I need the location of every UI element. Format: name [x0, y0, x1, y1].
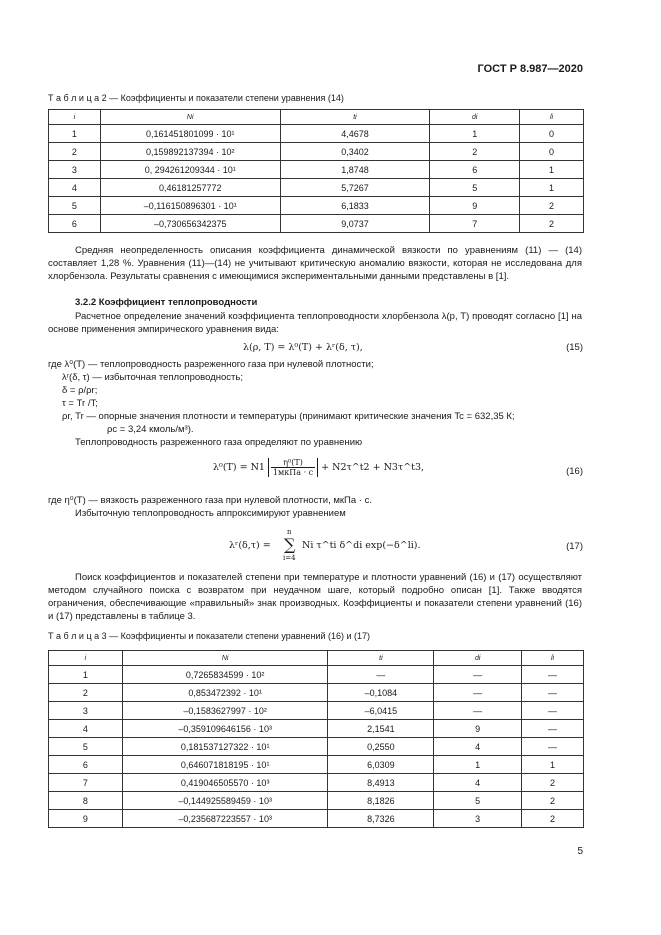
cell: 6	[430, 161, 520, 179]
cell: –0,359109646156 · 10³	[122, 720, 328, 738]
cell: 8,1826	[328, 792, 434, 810]
cell: 5	[49, 738, 123, 756]
cell: 0,7265834599 · 10²	[122, 666, 328, 684]
table-row	[49, 666, 584, 684]
cell: —	[522, 666, 584, 684]
table-row	[49, 143, 584, 161]
cell: 2	[430, 143, 520, 161]
cell: 0,159892137394 · 10²	[100, 143, 280, 161]
cell: 5	[434, 792, 522, 810]
standard-number: ГОСТ Р 8.987—2020	[477, 63, 583, 75]
cell: 6,0309	[328, 756, 434, 774]
cell: 2	[49, 684, 123, 702]
where-line-1: где λ⁰(T) — теплопроводность разреженного газа при нулевой плотности;	[48, 359, 374, 370]
sigma-icon: ∑	[284, 535, 296, 554]
cell: 7	[49, 774, 123, 792]
cell: 0	[520, 125, 584, 143]
cell: —	[522, 720, 584, 738]
cell: 9	[434, 720, 522, 738]
cell: —	[522, 684, 584, 702]
equation-17-rhs: Ni τ^ti δ^di exp(−δ^li).	[302, 540, 421, 551]
equation-16-denominator: 1мкПа · с	[272, 468, 314, 477]
cell: 1	[49, 125, 101, 143]
where-line-7: где η⁰(T) — вязкость разреженного газа при нулевой плотности, мкПа · с.	[48, 495, 372, 506]
table3-header-d: di	[434, 651, 522, 666]
equation-16-fraction	[271, 458, 315, 477]
equation-16-rhs: + N2τ^t2 + N3τ^t3,	[321, 462, 425, 473]
cell: 1,8748	[280, 161, 430, 179]
equation-17-sum-lower: i=4	[283, 554, 296, 562]
cell: 3	[49, 702, 123, 720]
cell: 2	[522, 774, 584, 792]
equation-17-sum-upper: n	[287, 528, 292, 536]
cell: 0,646071818195 · 10¹	[122, 756, 328, 774]
cell: 0,853472392 · 10¹	[122, 684, 328, 702]
paragraph-viscosity-uncertainty: Средняя неопределенность описания коэффициента динамической вязкости по уравнениям (11) — (14) составляет 1,28 %. Уравнения (11)—(14) не учитывают критическую аномалию вязкости, которая не исследована для хлорбензола. Результаты сравнения с имеющимися экспериментальными данными представлены в [1].	[48, 245, 582, 282]
table-row	[49, 792, 584, 810]
cell: 1	[430, 125, 520, 143]
cell: –0,1583627997 · 10²	[122, 702, 328, 720]
cell: 2	[522, 792, 584, 810]
cell: 5	[430, 179, 520, 197]
cell: 6	[49, 215, 101, 233]
cell: 0	[520, 143, 584, 161]
cell: —	[522, 702, 584, 720]
cell: –0,116150896301 · 10¹	[100, 197, 280, 215]
cell: 6	[49, 756, 123, 774]
table-row	[49, 215, 584, 233]
cell: –0,235687223557 · 10³	[122, 810, 328, 828]
cell: 8,7326	[328, 810, 434, 828]
equation-16-numerator: η⁰(T)	[271, 458, 315, 468]
cell: 9,0737	[280, 215, 430, 233]
cell: 0,46181257772	[100, 179, 280, 197]
cell: 2	[520, 197, 584, 215]
table2-header-i: i	[49, 110, 101, 125]
equation-16	[213, 458, 424, 477]
table-row	[49, 774, 584, 792]
table3-header-n: Ni	[122, 651, 328, 666]
where-line-5: ρr, Tr — опорные значения плотности и температуры (принимают критические значения Tc = 632,35 К;	[62, 411, 515, 422]
paragraph-thermal-conductivity: Расчетное определение значений коэффициента теплопроводности хлорбензола λ(p, T) проводят согласно [1] на основе применения эмпирического уравнения вида:	[48, 311, 582, 335]
cell: 0,2550	[328, 738, 434, 756]
table2-header-d: di	[430, 110, 520, 125]
where-line-3: δ = ρ/ρr;	[62, 385, 98, 396]
cell: 0,3402	[280, 143, 430, 161]
table-row	[49, 720, 584, 738]
equation-16-number: (16)	[566, 466, 583, 477]
cell: 5	[49, 197, 101, 215]
cell: –0,730656342375	[100, 215, 280, 233]
equation-15-number: (15)	[566, 342, 583, 353]
cell: 2	[520, 215, 584, 233]
cell: 0,161451801099 · 10¹	[100, 125, 280, 143]
cell: 1	[434, 756, 522, 774]
cell: 6,1833	[280, 197, 430, 215]
table3	[48, 650, 584, 828]
table2-header-l: li	[520, 110, 584, 125]
cell: 0,419046505570 · 10³	[122, 774, 328, 792]
table-row	[49, 756, 584, 774]
cell: 8	[49, 792, 123, 810]
cell: –0,144925589459 · 10³	[122, 792, 328, 810]
cell: 1	[520, 179, 584, 197]
cell: —	[434, 702, 522, 720]
where-line-4: τ = Tr /T;	[62, 398, 98, 409]
cell: 2,1541	[328, 720, 434, 738]
cell: —	[328, 666, 434, 684]
cell: 4	[49, 179, 101, 197]
cell: —	[434, 666, 522, 684]
equation-17-number: (17)	[566, 541, 583, 552]
where-line-6: ρc = 3,24 кмоль/м³).	[107, 424, 194, 435]
table3-header-l: li	[522, 651, 584, 666]
cell: 2	[522, 810, 584, 828]
equation-17-lhs: λʳ(δ,τ) =	[229, 540, 271, 551]
equation-16-bracket	[268, 458, 318, 477]
page-number: 5	[577, 846, 583, 857]
table2-header-n: Ni	[100, 110, 280, 125]
table-row	[49, 702, 584, 720]
table-row	[49, 125, 584, 143]
cell: 4	[434, 774, 522, 792]
table-row	[49, 161, 584, 179]
paragraph-search-method: Поиск коэффициентов и показателей степени при температуре и плотности уравнений (16) и (17) осуществляют методом случайного поиска с возвратом при неудачном шаге, который подробно описан [1]. Также вводятся ограничения, обеспечивающие «правильный» знак производных. Коэффициенты и показатели степени уравнений (16) и (17) представлены в таблице 3.	[48, 572, 582, 622]
cell: –0,1084	[328, 684, 434, 702]
table-row	[49, 197, 584, 215]
table2-header-t: ti	[280, 110, 430, 125]
cell: 4	[434, 738, 522, 756]
table-row	[49, 684, 584, 702]
cell: —	[434, 684, 522, 702]
cell: 4,4678	[280, 125, 430, 143]
table-row	[49, 179, 584, 197]
cell: 1	[522, 756, 584, 774]
table-row	[49, 810, 584, 828]
cell: 1	[520, 161, 584, 179]
table2-caption: Т а б л и ц а 2 — Коэффициенты и показатели степени уравнения (14)	[48, 93, 344, 103]
paragraph-dilute-gas: Теплопроводность разреженного газа определяют по уравнению	[75, 437, 363, 448]
cell: 4	[49, 720, 123, 738]
cell: 3	[434, 810, 522, 828]
equation-16-lhs: λ⁰(T) = N1	[213, 462, 265, 473]
cell: 9	[49, 810, 123, 828]
table3-header-t: ti	[328, 651, 434, 666]
cell: —	[522, 738, 584, 756]
cell: 7	[430, 215, 520, 233]
table-row	[49, 738, 584, 756]
table3-caption: Т а б л и ц а 3 — Коэффициенты и показатели степени уравнений (16) и (17)	[48, 631, 371, 641]
table3-header-i: i	[49, 651, 123, 666]
table2	[48, 109, 584, 233]
cell: 0, 294261209344 · 10¹	[100, 161, 280, 179]
paragraph-excess-conductivity: Избыточную теплопроводность аппроксимируют уравнением	[75, 508, 346, 519]
cell: 0,181537127322 · 10¹	[122, 738, 328, 756]
cell: 5,7267	[280, 179, 430, 197]
cell: 9	[430, 197, 520, 215]
equation-15: λ(ρ, T) = λ⁰(T) + λʳ(δ, τ),	[243, 342, 363, 353]
cell: –6,0415	[328, 702, 434, 720]
section-heading: 3.2.2 Коэффициент теплопроводности	[75, 297, 258, 308]
where-line-2: λʳ(δ, τ) — избыточная теплопроводность;	[62, 372, 243, 383]
cell: 2	[49, 143, 101, 161]
cell: 1	[49, 666, 123, 684]
cell: 3	[49, 161, 101, 179]
cell: 8,4913	[328, 774, 434, 792]
